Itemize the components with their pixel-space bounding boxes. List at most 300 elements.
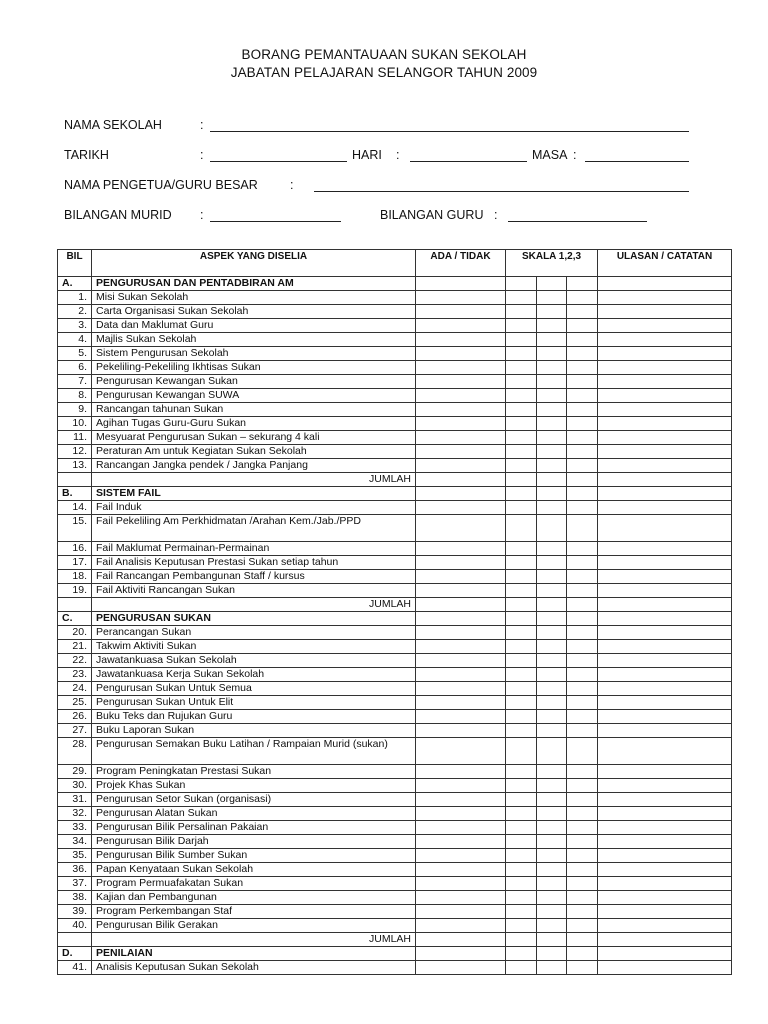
skala-box[interactable]: [567, 542, 597, 555]
ada-tidak-cell[interactable]: [416, 542, 506, 556]
ada-tidak-cell[interactable]: [416, 682, 506, 696]
skala-box[interactable]: [506, 626, 537, 639]
ada-tidak-cell[interactable]: [416, 445, 506, 459]
skala-box[interactable]: [506, 835, 537, 848]
skala-box[interactable]: [567, 556, 597, 569]
skala-box[interactable]: [506, 403, 537, 416]
ada-tidak-cell[interactable]: [416, 417, 506, 431]
ada-tidak-cell[interactable]: [416, 849, 506, 863]
skala-box[interactable]: [537, 877, 568, 890]
skala-box[interactable]: [567, 375, 597, 388]
skala-box[interactable]: [537, 445, 568, 458]
skala-box[interactable]: [567, 501, 597, 514]
skala-box[interactable]: [567, 654, 597, 667]
ada-tidak-cell[interactable]: [416, 905, 506, 919]
ulasan-cell[interactable]: [598, 612, 732, 626]
bilangan-murid-field[interactable]: [210, 221, 341, 222]
skala-box[interactable]: [506, 793, 537, 806]
skala-box[interactable]: [567, 779, 597, 792]
skala-cells[interactable]: [506, 347, 598, 361]
skala-box[interactable]: [506, 361, 537, 374]
skala-cells[interactable]: [506, 361, 598, 375]
ada-tidak-cell[interactable]: [416, 459, 506, 473]
skala-box[interactable]: [567, 821, 597, 834]
skala-box[interactable]: [537, 542, 568, 555]
skala-cells[interactable]: [506, 333, 598, 347]
ulasan-cell[interactable]: [598, 821, 732, 835]
ulasan-cell[interactable]: [598, 501, 732, 515]
skala-box[interactable]: [506, 807, 537, 820]
skala-cells[interactable]: [506, 863, 598, 877]
ada-tidak-cell[interactable]: [416, 361, 506, 375]
ulasan-cell[interactable]: [598, 807, 732, 821]
ulasan-cell[interactable]: [598, 682, 732, 696]
skala-cells[interactable]: [506, 626, 598, 640]
skala-box[interactable]: [537, 933, 568, 946]
row-number: 41.: [58, 961, 92, 975]
table-row: [58, 403, 732, 417]
skala-box[interactable]: [567, 961, 597, 974]
ada-tidak-cell[interactable]: [416, 487, 506, 501]
skala-box[interactable]: [506, 542, 537, 555]
hari-field[interactable]: [410, 161, 527, 162]
ada-tidak-cell[interactable]: [416, 515, 506, 542]
skala-box[interactable]: [506, 738, 537, 764]
ada-tidak-cell[interactable]: [416, 835, 506, 849]
skala-box[interactable]: [537, 793, 568, 806]
skala-box[interactable]: [537, 807, 568, 820]
ulasan-cell[interactable]: [598, 473, 732, 487]
skala-box[interactable]: [537, 598, 568, 611]
skala-cells[interactable]: [506, 835, 598, 849]
skala-cells[interactable]: [506, 696, 598, 710]
ada-tidak-cell[interactable]: [416, 431, 506, 445]
ada-tidak-cell[interactable]: [416, 375, 506, 389]
skala-cells[interactable]: [506, 682, 598, 696]
skala-box[interactable]: [537, 417, 568, 430]
skala-box[interactable]: [567, 835, 597, 848]
skala-box[interactable]: [537, 863, 568, 876]
skala-box[interactable]: [537, 305, 568, 318]
skala-box[interactable]: [567, 291, 597, 304]
skala-box[interactable]: [537, 668, 568, 681]
ulasan-cell[interactable]: [598, 417, 732, 431]
skala-box[interactable]: [506, 849, 537, 862]
ada-tidak-cell[interactable]: [416, 291, 506, 305]
ulasan-cell[interactable]: [598, 598, 732, 612]
skala-cells[interactable]: [506, 640, 598, 654]
skala-box[interactable]: [567, 849, 597, 862]
skala-box[interactable]: [567, 640, 597, 653]
skala-box[interactable]: [506, 473, 537, 486]
skala-cells[interactable]: [506, 319, 598, 333]
ada-tidak-cell[interactable]: [416, 305, 506, 319]
skala-box[interactable]: [506, 584, 537, 597]
skala-box[interactable]: [537, 556, 568, 569]
ada-tidak-cell[interactable]: [416, 710, 506, 724]
skala-box[interactable]: [506, 710, 537, 723]
ulasan-cell[interactable]: [598, 710, 732, 724]
skala-box[interactable]: [537, 905, 568, 918]
skala-cells[interactable]: [506, 459, 598, 473]
skala-cells[interactable]: [506, 570, 598, 584]
ulasan-cell[interactable]: [598, 584, 732, 598]
skala-box[interactable]: [537, 403, 568, 416]
row-aspect: Carta Organisasi Sukan Sekolah: [92, 305, 416, 319]
skala-box[interactable]: [506, 696, 537, 709]
skala-box[interactable]: [506, 598, 537, 611]
skala-box[interactable]: [506, 417, 537, 430]
ulasan-cell[interactable]: [598, 556, 732, 570]
skala-box[interactable]: [567, 947, 597, 960]
skala-cells[interactable]: [506, 389, 598, 403]
skala-box[interactable]: [567, 738, 597, 764]
ulasan-cell[interactable]: [598, 445, 732, 459]
ada-tidak-cell[interactable]: [416, 598, 506, 612]
colon: :: [494, 208, 498, 222]
ada-tidak-cell[interactable]: [416, 570, 506, 584]
skala-box[interactable]: [567, 863, 597, 876]
skala-cells[interactable]: [506, 612, 598, 626]
skala-box[interactable]: [506, 515, 537, 541]
ulasan-cell[interactable]: [598, 779, 732, 793]
skala-box[interactable]: [537, 738, 568, 764]
skala-box[interactable]: [506, 765, 537, 778]
skala-box[interactable]: [537, 459, 568, 472]
ada-tidak-cell[interactable]: [416, 626, 506, 640]
skala-box[interactable]: [537, 961, 568, 974]
ada-tidak-cell[interactable]: [416, 333, 506, 347]
skala-box[interactable]: [537, 584, 568, 597]
skala-box[interactable]: [567, 905, 597, 918]
ulasan-cell[interactable]: [598, 863, 732, 877]
skala-box[interactable]: [506, 570, 537, 583]
skala-box[interactable]: [567, 515, 597, 541]
skala-cells[interactable]: [506, 877, 598, 891]
skala-cells[interactable]: [506, 417, 598, 431]
ada-tidak-cell[interactable]: [416, 556, 506, 570]
ulasan-cell[interactable]: [598, 347, 732, 361]
ada-tidak-cell[interactable]: [416, 877, 506, 891]
ada-tidak-cell[interactable]: [416, 724, 506, 738]
skala-box[interactable]: [567, 682, 597, 695]
ulasan-cell[interactable]: [598, 640, 732, 654]
skala-box[interactable]: [537, 612, 568, 625]
skala-box[interactable]: [567, 612, 597, 625]
ada-tidak-cell[interactable]: [416, 473, 506, 487]
ada-tidak-cell[interactable]: [416, 821, 506, 835]
ada-tidak-cell[interactable]: [416, 919, 506, 933]
skala-box[interactable]: [537, 347, 568, 360]
skala-box[interactable]: [567, 877, 597, 890]
ulasan-cell[interactable]: [598, 403, 732, 417]
ulasan-cell[interactable]: [598, 361, 732, 375]
skala-cells[interactable]: [506, 793, 598, 807]
skala-cells[interactable]: [506, 933, 598, 947]
ada-tidak-cell[interactable]: [416, 640, 506, 654]
skala-box[interactable]: [506, 459, 537, 472]
ulasan-cell[interactable]: [598, 947, 732, 961]
skala-box[interactable]: [506, 501, 537, 514]
skala-box[interactable]: [506, 919, 537, 932]
ulasan-cell[interactable]: [598, 877, 732, 891]
skala-box[interactable]: [506, 933, 537, 946]
skala-box[interactable]: [567, 710, 597, 723]
ulasan-cell[interactable]: [598, 835, 732, 849]
skala-box[interactable]: [537, 724, 568, 737]
ulasan-cell[interactable]: [598, 849, 732, 863]
skala-cells[interactable]: [506, 765, 598, 779]
skala-box[interactable]: [537, 473, 568, 486]
ulasan-cell[interactable]: [598, 793, 732, 807]
skala-box[interactable]: [567, 584, 597, 597]
ada-tidak-cell[interactable]: [416, 933, 506, 947]
skala-box[interactable]: [506, 654, 537, 667]
ulasan-cell[interactable]: [598, 891, 732, 905]
ulasan-cell[interactable]: [598, 905, 732, 919]
ulasan-cell[interactable]: [598, 668, 732, 682]
skala-cells[interactable]: [506, 947, 598, 961]
skala-cells[interactable]: [506, 487, 598, 501]
masa-label: MASA: [532, 148, 568, 162]
skala-box[interactable]: [567, 765, 597, 778]
ulasan-cell[interactable]: [598, 277, 732, 291]
nama-pengetua-field[interactable]: [314, 191, 689, 192]
skala-box[interactable]: [567, 473, 597, 486]
skala-cells[interactable]: [506, 891, 598, 905]
skala-cells[interactable]: [506, 501, 598, 515]
skala-box[interactable]: [567, 277, 597, 290]
skala-box[interactable]: [567, 919, 597, 932]
skala-box[interactable]: [506, 905, 537, 918]
skala-box[interactable]: [506, 375, 537, 388]
ulasan-cell[interactable]: [598, 738, 732, 765]
ada-tidak-cell[interactable]: [416, 696, 506, 710]
skala-box[interactable]: [567, 333, 597, 346]
nama-sekolah-field[interactable]: [210, 131, 689, 132]
skala-cells[interactable]: [506, 556, 598, 570]
skala-box[interactable]: [537, 779, 568, 792]
ulasan-cell[interactable]: [598, 626, 732, 640]
ulasan-cell[interactable]: [598, 765, 732, 779]
ulasan-cell[interactable]: [598, 961, 732, 975]
skala-box[interactable]: [506, 431, 537, 444]
skala-box[interactable]: [506, 640, 537, 653]
ada-tidak-cell[interactable]: [416, 668, 506, 682]
skala-box[interactable]: [537, 821, 568, 834]
skala-box[interactable]: [506, 947, 537, 960]
skala-box[interactable]: [537, 654, 568, 667]
skala-cells[interactable]: [506, 277, 598, 291]
skala-box[interactable]: [506, 319, 537, 332]
skala-box[interactable]: [567, 570, 597, 583]
skala-box[interactable]: [537, 375, 568, 388]
skala-cells[interactable]: [506, 807, 598, 821]
skala-cells[interactable]: [506, 779, 598, 793]
skala-box[interactable]: [506, 961, 537, 974]
ulasan-cell[interactable]: [598, 291, 732, 305]
skala-box[interactable]: [537, 487, 568, 500]
ada-tidak-cell[interactable]: [416, 947, 506, 961]
skala-cells[interactable]: [506, 542, 598, 556]
skala-box[interactable]: [537, 501, 568, 514]
skala-box[interactable]: [567, 361, 597, 374]
skala-box[interactable]: [506, 445, 537, 458]
tarikh-field[interactable]: [210, 161, 347, 162]
ada-tidak-cell[interactable]: [416, 277, 506, 291]
skala-box[interactable]: [506, 821, 537, 834]
skala-box[interactable]: [537, 291, 568, 304]
ulasan-cell[interactable]: [598, 319, 732, 333]
skala-box[interactable]: [537, 277, 568, 290]
skala-box[interactable]: [537, 640, 568, 653]
skala-box[interactable]: [506, 863, 537, 876]
skala-cells[interactable]: [506, 961, 598, 975]
skala-cells[interactable]: [506, 849, 598, 863]
ada-tidak-cell[interactable]: [416, 501, 506, 515]
skala-box[interactable]: [567, 417, 597, 430]
skala-box[interactable]: [537, 919, 568, 932]
ulasan-cell[interactable]: [598, 696, 732, 710]
skala-cells[interactable]: [506, 654, 598, 668]
ada-tidak-cell[interactable]: [416, 807, 506, 821]
skala-box[interactable]: [567, 319, 597, 332]
ada-tidak-cell[interactable]: [416, 738, 506, 765]
masa-field[interactable]: [585, 161, 689, 162]
skala-box[interactable]: [537, 947, 568, 960]
skala-box[interactable]: [567, 598, 597, 611]
ada-tidak-cell[interactable]: [416, 863, 506, 877]
skala-cells[interactable]: [506, 305, 598, 319]
skala-box[interactable]: [506, 291, 537, 304]
skala-box[interactable]: [506, 724, 537, 737]
ada-tidak-cell[interactable]: [416, 612, 506, 626]
skala-box[interactable]: [567, 445, 597, 458]
skala-box[interactable]: [537, 626, 568, 639]
ulasan-cell[interactable]: [598, 570, 732, 584]
skala-cells[interactable]: [506, 445, 598, 459]
skala-box[interactable]: [506, 487, 537, 500]
skala-box[interactable]: [506, 612, 537, 625]
skala-cells[interactable]: [506, 375, 598, 389]
ada-tidak-cell[interactable]: [416, 319, 506, 333]
skala-cells[interactable]: [506, 710, 598, 724]
ada-tidak-cell[interactable]: [416, 779, 506, 793]
skala-cells[interactable]: [506, 598, 598, 612]
skala-cells[interactable]: [506, 919, 598, 933]
skala-box[interactable]: [537, 570, 568, 583]
skala-box[interactable]: [537, 319, 568, 332]
bilangan-guru-field[interactable]: [508, 221, 647, 222]
skala-box[interactable]: [506, 333, 537, 346]
skala-box[interactable]: [506, 389, 537, 402]
skala-box[interactable]: [506, 305, 537, 318]
ulasan-cell[interactable]: [598, 305, 732, 319]
ulasan-cell[interactable]: [598, 515, 732, 542]
skala-box[interactable]: [506, 556, 537, 569]
skala-cells[interactable]: [506, 473, 598, 487]
skala-cells[interactable]: [506, 668, 598, 682]
ulasan-cell[interactable]: [598, 933, 732, 947]
skala-cells[interactable]: [506, 905, 598, 919]
ada-tidak-cell[interactable]: [416, 347, 506, 361]
skala-box[interactable]: [506, 347, 537, 360]
skala-box[interactable]: [567, 487, 597, 500]
skala-box[interactable]: [506, 277, 537, 290]
skala-box[interactable]: [537, 361, 568, 374]
skala-box[interactable]: [567, 933, 597, 946]
ada-tidak-cell[interactable]: [416, 584, 506, 598]
skala-box[interactable]: [567, 668, 597, 681]
skala-box[interactable]: [537, 835, 568, 848]
ulasan-cell[interactable]: [598, 431, 732, 445]
ada-tidak-cell[interactable]: [416, 389, 506, 403]
skala-box[interactable]: [537, 765, 568, 778]
ada-tidak-cell[interactable]: [416, 961, 506, 975]
skala-box[interactable]: [567, 793, 597, 806]
skala-box[interactable]: [537, 431, 568, 444]
ulasan-cell[interactable]: [598, 333, 732, 347]
skala-box[interactable]: [537, 891, 568, 904]
skala-cells[interactable]: [506, 584, 598, 598]
skala-box[interactable]: [506, 668, 537, 681]
skala-box[interactable]: [567, 459, 597, 472]
skala-box[interactable]: [567, 724, 597, 737]
skala-box[interactable]: [506, 682, 537, 695]
skala-cells[interactable]: [506, 431, 598, 445]
ada-tidak-cell[interactable]: [416, 765, 506, 779]
skala-box[interactable]: [537, 696, 568, 709]
skala-box[interactable]: [567, 431, 597, 444]
ulasan-cell[interactable]: [598, 459, 732, 473]
skala-box[interactable]: [537, 849, 568, 862]
skala-box[interactable]: [567, 389, 597, 402]
skala-cells[interactable]: [506, 821, 598, 835]
skala-box[interactable]: [506, 779, 537, 792]
ada-tidak-cell[interactable]: [416, 891, 506, 905]
skala-box[interactable]: [506, 877, 537, 890]
ada-tidak-cell[interactable]: [416, 403, 506, 417]
skala-box[interactable]: [537, 710, 568, 723]
skala-box[interactable]: [506, 891, 537, 904]
skala-box[interactable]: [537, 515, 568, 541]
skala-box[interactable]: [567, 891, 597, 904]
ulasan-cell[interactable]: [598, 654, 732, 668]
ulasan-cell[interactable]: [598, 919, 732, 933]
skala-box[interactable]: [567, 403, 597, 416]
skala-cells[interactable]: [506, 403, 598, 417]
skala-box[interactable]: [567, 626, 597, 639]
skala-box[interactable]: [537, 333, 568, 346]
ulasan-cell[interactable]: [598, 375, 732, 389]
skala-box[interactable]: [567, 696, 597, 709]
skala-cells[interactable]: [506, 515, 598, 542]
skala-cells[interactable]: [506, 738, 598, 765]
skala-box[interactable]: [537, 682, 568, 695]
ada-tidak-cell[interactable]: [416, 654, 506, 668]
skala-cells[interactable]: [506, 724, 598, 738]
skala-box[interactable]: [567, 807, 597, 820]
ulasan-cell[interactable]: [598, 724, 732, 738]
skala-cells[interactable]: [506, 291, 598, 305]
ulasan-cell[interactable]: [598, 487, 732, 501]
skala-box[interactable]: [567, 347, 597, 360]
skala-box[interactable]: [537, 389, 568, 402]
ada-tidak-cell[interactable]: [416, 793, 506, 807]
skala-box[interactable]: [567, 305, 597, 318]
ulasan-cell[interactable]: [598, 542, 732, 556]
ulasan-cell[interactable]: [598, 389, 732, 403]
